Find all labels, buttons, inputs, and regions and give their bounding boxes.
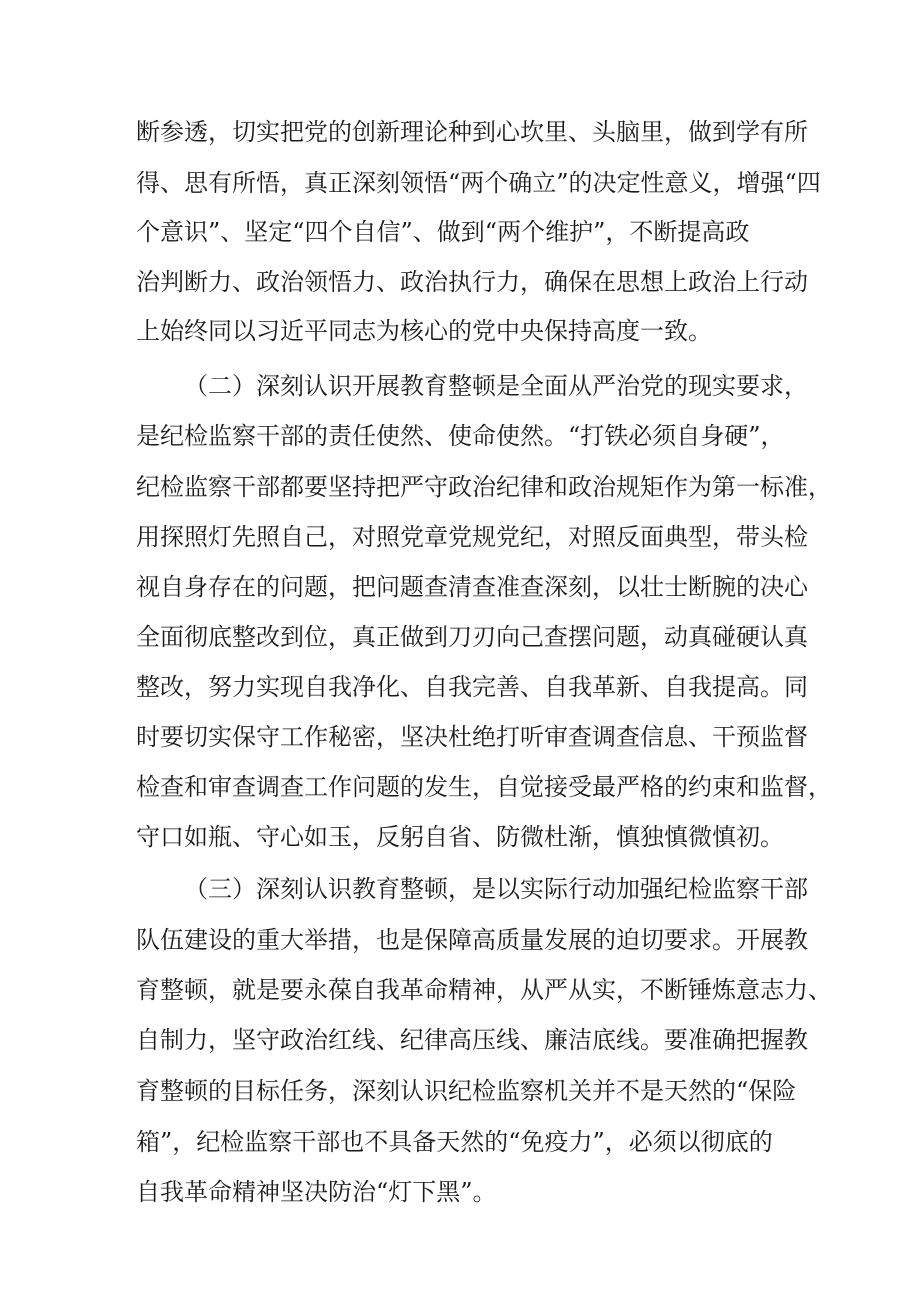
text-line: 箱”，纪检监察干部也不具备天然的“免疫力”，必须以彻底的 bbox=[136, 1128, 773, 1156]
text-line: 检查和审查调查工作问题的发生，自觉接受最严格的约束和监督， bbox=[136, 773, 832, 801]
text-line: 上始终同以习近平同志为核心的党中央保持高度一致。 bbox=[136, 317, 712, 345]
paragraph-2-first-line: （二）深刻认识开展教育整顿是全面从严治党的现实要求， bbox=[184, 372, 808, 400]
text-line: 断参透，切实把党的创新理论种到心坎里、头脑里，做到学有所 bbox=[136, 118, 808, 146]
text-line: 纪检监察干部都要坚持把严守政治纪律和政治规矩作为第一标准， bbox=[136, 473, 832, 501]
text-line: 全面彻底整改到位，真正做到刀刃向己查摆问题，动真碰硬认真 bbox=[136, 623, 808, 651]
text-line: 育整顿，就是要永葆自我革命精神，从严从实，不断锤炼意志力、 bbox=[136, 976, 832, 1004]
text-line: 整改，努力实现自我净化、自我完善、自我革新、自我提高。同 bbox=[136, 673, 808, 701]
text-line: 得、思有所悟，真正深刻领悟“两个确立”的决定性意义，增强“四 bbox=[136, 169, 821, 197]
text-line: 自制力，坚守政治红线、纪律高压线、廉洁底线。要准确把握教 bbox=[136, 1026, 808, 1054]
text-line: 个意识”、坚定“四个自信”、做到“两个维护”，不断提高政 bbox=[136, 218, 750, 246]
text-line: 守口如瓶、守心如玉，反躬自省、防微杜渐，慎独慎微慎初。 bbox=[136, 823, 784, 851]
text-line: 视自身存在的问题，把问题查清查准查深刻，以壮士断腕的决心 bbox=[136, 573, 808, 601]
paragraph-3-first-line: （三）深刻认识教育整顿，是以实际行动加强纪检监察干部 bbox=[184, 875, 808, 903]
text-line: 队伍建设的重大举措，也是保障高质量发展的迫切要求。开展教 bbox=[136, 926, 808, 954]
text-line: 时要切实保守工作秘密，坚决杜绝打听审查调查信息、干预监督 bbox=[136, 723, 808, 751]
text-line: 自我革命精神坚决防治“灯下黑”。 bbox=[136, 1178, 497, 1206]
text-line: 治判断力、政治领悟力、政治执行力，确保在思想上政治上行动 bbox=[136, 268, 808, 296]
text-line: 用探照灯先照自己，对照党章党规党纪，对照反面典型，带头检 bbox=[136, 523, 808, 551]
text-line: 育整顿的目标任务，深刻认识纪检监察机关并不是天然的“保险 bbox=[136, 1077, 797, 1105]
text-line: 是纪检监察干部的责任使然、使命使然。“打铁必须自身硬”， bbox=[136, 422, 785, 450]
